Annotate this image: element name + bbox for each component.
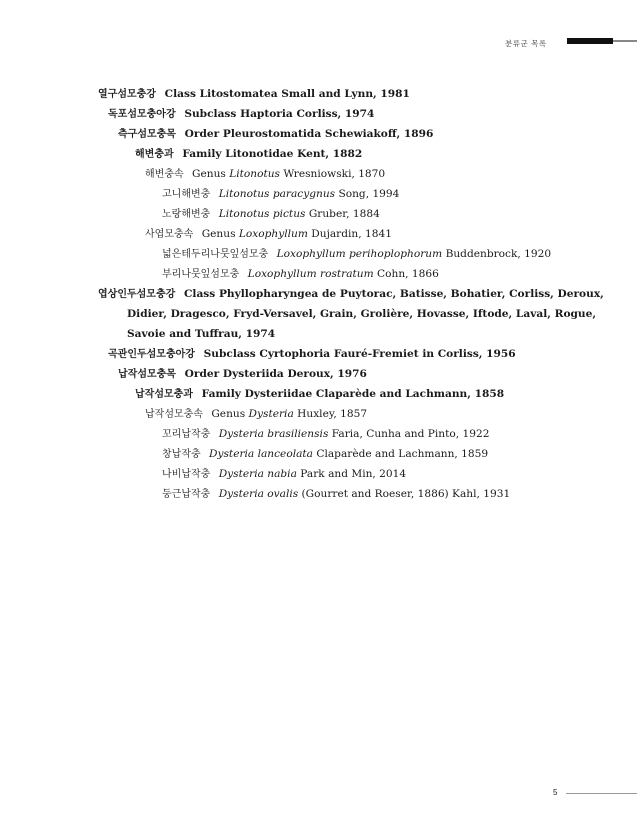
taxon-authority: Claparède and Lachmann, 1859 <box>316 448 489 460</box>
taxon-authority: Small and Lynn, 1981 <box>281 88 410 100</box>
taxon-line <box>118 127 433 142</box>
taxon-authority: Kent, 1882 <box>297 148 363 160</box>
korean-name: 노랑해변충 <box>162 209 211 220</box>
taxon-line <box>98 87 410 102</box>
taxon-line <box>127 327 275 341</box>
taxon-authority: Fauré-Fremiet in Corliss, 1956 <box>333 348 516 360</box>
scientific-name: Haptoria <box>240 108 293 120</box>
header-rule <box>613 40 637 42</box>
taxon-authority: Claparède and Lachmann, 1858 <box>315 388 505 400</box>
scientific-name: Litonotus paracygnus <box>218 188 336 200</box>
korean-name: 꼬리납작충 <box>162 429 211 440</box>
korean-name: 열구섬모충강 <box>98 89 156 100</box>
taxon-rank: Genus <box>192 168 226 180</box>
taxon-rank: Family <box>201 388 241 400</box>
taxon-rank: Family <box>182 148 222 160</box>
taxon-line <box>162 267 439 282</box>
taxon-authority: de Puytorac, Batisse, Bohatier, Corliss, Deroux, <box>322 288 604 300</box>
taxon-line <box>135 147 362 162</box>
taxon-authority: Buddenbrock, 1920 <box>445 248 552 260</box>
korean-name: 해변충속 <box>145 169 184 180</box>
taxon-line <box>162 447 488 462</box>
taxon-line <box>162 427 489 442</box>
scientific-name: Dysteria <box>248 408 294 420</box>
taxon-authority: (Gourret and Roeser, 1886) Kahl, 1931 <box>301 488 511 500</box>
korean-name: 창납작충 <box>162 449 201 460</box>
korean-name: 납작섬모충과 <box>135 389 193 400</box>
taxon-authority: Song, 1994 <box>338 188 400 200</box>
taxon-authority: Didier, Dragesco, Fryd-Versavel, Grain, Grolière, Hovasse, Iftode, Laval, Rogue, <box>127 308 597 320</box>
korean-name: 납작섬모충목 <box>118 369 176 380</box>
taxon-authority: Wresniowski, 1870 <box>283 168 386 180</box>
taxon-line <box>108 107 374 122</box>
scientific-name: Dysteriidae <box>244 388 313 400</box>
page-number: 5 <box>553 788 558 797</box>
korean-name: 납작섬모충속 <box>145 409 203 420</box>
scientific-name: Dysteria lanceolata <box>209 448 313 460</box>
korean-name: 곡관인두섬모충아강 <box>108 349 195 360</box>
header-bar <box>567 38 613 44</box>
taxon-line <box>145 227 392 242</box>
footer-rule <box>566 793 637 794</box>
scientific-name: Loxophyllum perihoplophorum <box>276 248 443 260</box>
taxon-authority: Gruber, 1884 <box>308 208 380 220</box>
taxon-rank: Class <box>164 88 196 100</box>
scientific-name: Loxophyllum <box>238 228 308 240</box>
scientific-name: Litonotus pictus <box>218 208 306 220</box>
taxon-line <box>162 187 399 202</box>
taxon-authority: Corliss, 1974 <box>296 108 375 120</box>
scientific-name: Dysteria nabia <box>218 468 297 480</box>
korean-name: 엽상인두섬모충강 <box>98 289 176 300</box>
taxon-line <box>118 367 367 382</box>
taxon-authority: Savoie and Tuffrau, 1974 <box>127 328 276 340</box>
scientific-name: Cyrtophoria <box>259 348 331 360</box>
korean-name: 나비납작충 <box>162 469 211 480</box>
scientific-name: Phyllopharyngea <box>218 288 319 300</box>
taxon-line <box>162 207 380 222</box>
taxon-authority: Faria, Cunha and Pinto, 1922 <box>331 428 490 440</box>
taxon-line <box>162 487 510 502</box>
taxon-rank: Class <box>183 288 216 300</box>
korean-name: 넓은테두리나뭇잎섬모충 <box>162 249 269 260</box>
taxon-rank: Order <box>184 368 220 380</box>
taxon-authority: Deroux, 1976 <box>287 368 367 380</box>
taxon-rank: Genus <box>211 408 246 420</box>
taxon-line <box>162 467 406 482</box>
scientific-name: Litonotus <box>229 168 280 180</box>
taxon-authority: Park and Min, 2014 <box>300 468 407 480</box>
taxon-line <box>108 347 516 362</box>
taxon-line <box>127 307 596 321</box>
scientific-name: Dysteriida <box>222 368 284 380</box>
korean-name: 둥근납작충 <box>162 489 211 500</box>
korean-name: 고니해변충 <box>162 189 211 200</box>
taxon-rank: Subclass <box>203 348 256 360</box>
scientific-name: Litostomatea <box>199 88 278 100</box>
korean-name: 측구섬모충목 <box>118 129 176 140</box>
taxon-authority: Dujardin, 1841 <box>311 228 392 240</box>
scientific-name: Loxophyllum rostratum <box>247 268 374 280</box>
taxon-line <box>145 407 367 422</box>
taxon-rank: Subclass <box>184 108 237 120</box>
taxon-line <box>145 167 385 182</box>
korean-name: 독포섬모충아강 <box>108 109 176 120</box>
scientific-name: Dysteria brasiliensis <box>218 428 329 440</box>
taxon-line <box>98 287 604 302</box>
running-header-label: 분류군 목록 <box>505 39 547 48</box>
taxon-line <box>135 387 504 402</box>
taxon-line <box>162 247 551 262</box>
korean-name: 부리나뭇잎섬모충 <box>162 269 240 280</box>
taxon-rank: Genus <box>201 228 236 240</box>
taxon-rank: Order <box>184 128 220 140</box>
taxon-authority: Schewiakoff, 1896 <box>324 128 434 140</box>
scientific-name: Litonotidae <box>225 148 294 160</box>
korean-name: 해변충과 <box>135 149 174 160</box>
taxon-authority: Cohn, 1866 <box>377 268 439 280</box>
korean-name: 사엽모충속 <box>145 229 194 240</box>
taxon-authority: Huxley, 1857 <box>297 408 368 420</box>
scientific-name: Pleurostomatida <box>222 128 322 140</box>
scientific-name: Dysteria ovalis <box>218 488 299 500</box>
